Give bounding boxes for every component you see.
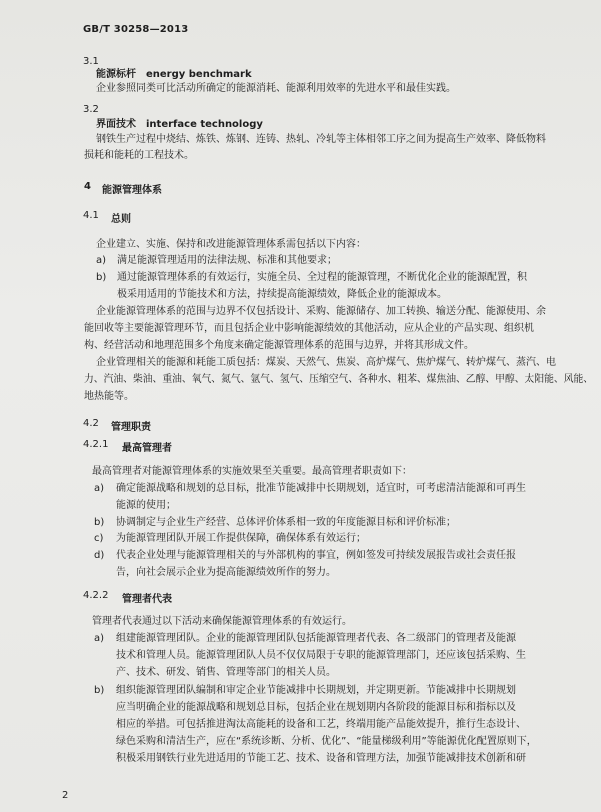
list-item-text: 代表企业处理与能源管理相关的与外部机构的事宜，例如签发可持续发展报告或社会责任报: [116, 550, 516, 561]
list-marker: c): [94, 533, 104, 544]
list-marker: a): [96, 255, 107, 266]
term-heading: 能源标杆 energy benchmark: [96, 69, 252, 80]
paragraph-line: 能回收等主要能源管理环节，而且包括企业中影响能源绩效的其他活动，应从企业的产品实现、组织机: [84, 323, 534, 334]
clause-title: 最高管理者: [122, 443, 172, 454]
clause-number: 4.2.2: [83, 590, 109, 601]
clause-number: 4.1: [83, 210, 99, 221]
clause-number: 3.1: [83, 56, 99, 67]
clause-number: 4.2: [83, 418, 99, 429]
list-marker: b): [96, 272, 107, 283]
clause-number: 4.2.1: [83, 439, 109, 450]
clause-title: 管理职责: [111, 422, 151, 433]
section-title: 能源管理体系: [102, 185, 162, 196]
clause-title: 管理者代表: [122, 594, 172, 605]
list-marker: a): [94, 483, 105, 494]
list-item-text: 相应的举措。可包括推进淘汰高能耗的设备和工艺，终端用能产品能效提升，推行生态设计、: [116, 719, 526, 730]
paragraph: 管理者代表通过以下活动来确保能源管理体系的有效运行。: [92, 616, 352, 627]
standard-number-header: GB/T 30258—2013: [83, 24, 189, 35]
list-item-text: 为能源管理团队开展工作提供保障，确保体系有效运行；: [116, 533, 366, 544]
list-item-text: 满足能源管理适用的法律法规、标准和其他要求；: [117, 255, 337, 266]
section-number: 4: [84, 181, 91, 192]
list-item-text: 组织能源管理团队编制和审定企业节能减排中长期规划，并定期更新。节能减排中长期规划: [116, 685, 516, 696]
list-marker: b): [94, 685, 105, 696]
term-definition-line: 损耗和能耗的工程技术。: [84, 150, 194, 161]
list-item-text: 应当明确企业的能源战略和规划总目标，包括企业在规划期内各阶段的能源目标和指标以及: [116, 702, 516, 713]
paragraph-line: 企业管理相关的能源和耗能工质包括：煤炭、天然气、焦炭、高炉煤气、焦炉煤气、转炉煤气、蒸汽、电: [96, 357, 556, 368]
page-number: 2: [62, 790, 69, 801]
paragraph-line: 企业能源管理体系的范围与边界不仅包括设计、采购、能源储存、加工转换、输送分配、能源使用、余: [96, 306, 546, 317]
clause-number: 3.2: [83, 104, 99, 115]
list-item-text: 确定能源战略和规划的总目标，批准节能减排中长期规划，适宜时，可考虑清洁能源和可再生: [116, 483, 526, 494]
clause-title: 总则: [111, 214, 131, 225]
list-item-text: 产、技术、研发、销售、管理等部门的相关人员。: [116, 667, 336, 678]
paragraph-line: 构、经营活动和地理范围多个角度来确定能源管理体系的范围与边界，并将其形成文件。: [84, 340, 474, 351]
list-item-text: 绿色采购和清洁生产，应在“系统诊断、分析、优化”、“能量梯级利用”等能源优化配置原则下，: [116, 736, 537, 747]
list-item-text: 通过能源管理体系的有效运行，实施全员、全过程的能源管理，不断优化企业的能源配置，积: [117, 272, 527, 283]
list-item-text: 技术和管理人员。能源管理团队人员不仅仅局限于专职的能源管理部门，还应该包括采购、生: [116, 650, 526, 661]
term-heading: 界面技术 interface technology: [96, 119, 263, 130]
paragraph-line: 地热能等。: [84, 391, 134, 402]
list-marker: d): [94, 550, 105, 561]
term-definition-line: 钢铁生产过程中烧结、炼铁、炼钢、连铸、热轧、冷轧等主体相邻工序之间为提高生产效率、降低物料: [96, 134, 546, 145]
list-marker: b): [94, 517, 105, 528]
term-definition: 企业参照同类可比活动所确定的能源消耗、能源利用效率的先进水平和最佳实践。: [96, 83, 456, 94]
paragraph-line: 力、汽油、柴油、重油、氧气、氮气、氩气、氢气、压缩空气、各种水、粗苯、煤焦油、乙醇、甲醇、太阳能、风能、: [84, 374, 594, 385]
list-item-text: 告，向社会展示企业为提高能源绩效所作的努力。: [116, 567, 336, 578]
list-marker: a): [94, 633, 105, 644]
list-item-text: 协调制定与企业生产经营、总体评价体系相一致的年度能源目标和评价标准；: [116, 517, 456, 528]
paragraph: 最高管理者对能源管理体系的实施效果至关重要。最高管理者职责如下：: [92, 466, 412, 477]
list-item-text: 组建能源管理团队。企业的能源管理团队包括能源管理者代表、各二级部门的管理者及能源: [116, 633, 516, 644]
list-item-text: 积极采用钢铁行业先进适用的节能工艺、技术、设备和管理方法，加强节能减排技术创新和研: [116, 753, 526, 764]
list-item-text: 极采用适用的节能技术和方法，持续提高能源绩效，降低企业的能源成本。: [117, 289, 447, 300]
paragraph: 企业建立、实施、保持和改进能源管理体系需包括以下内容：: [96, 239, 366, 250]
list-item-text: 能源的使用；: [116, 500, 176, 511]
